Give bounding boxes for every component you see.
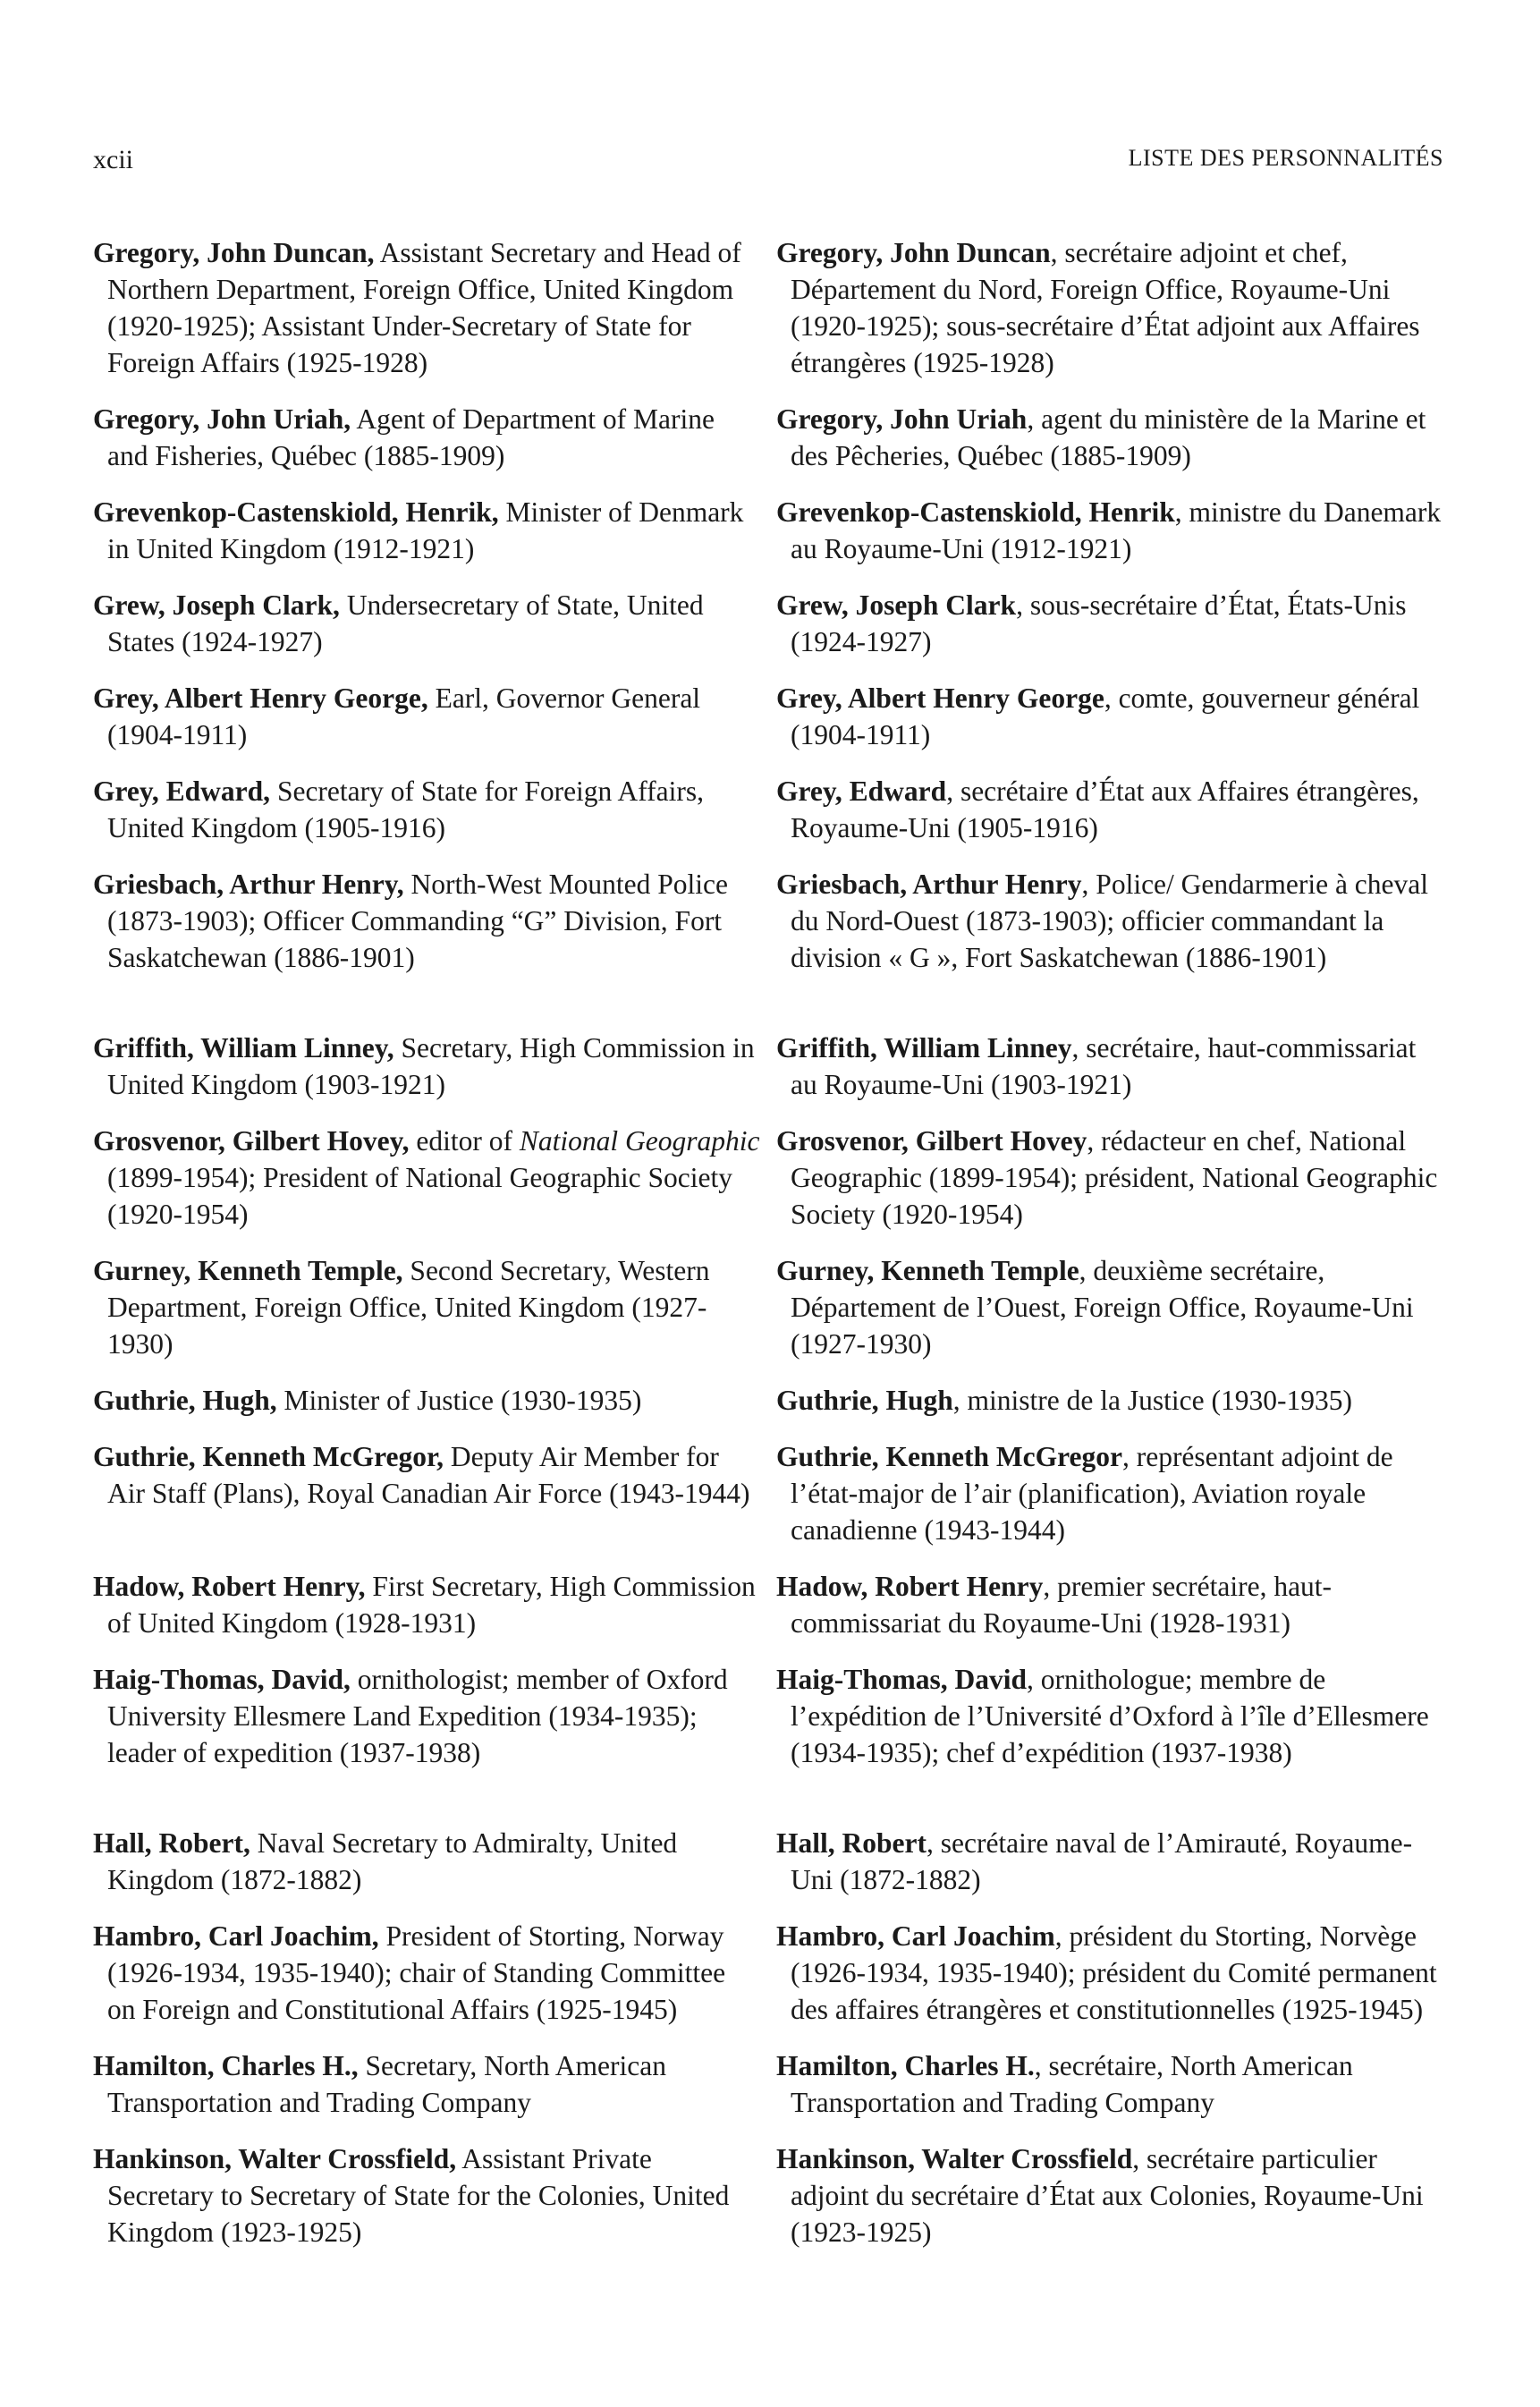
entry-name: Grevenkop-Castenskiold, Henrik, [93, 496, 499, 528]
entry-name: Griffith, William Linney, [93, 1032, 394, 1064]
entry-description: North-West Mounted Police (1873-1903); Officer Commanding “G” Division, Fort Saskatchewan (1886-1901) [107, 869, 728, 973]
entry-name: Hall, Robert [776, 1827, 927, 1859]
entry-english [93, 1918, 760, 2028]
entry-description: , comte, gouverneur général (1904-1911) [791, 682, 1420, 750]
entry-row [93, 2140, 1443, 2250]
entry-name: Grosvenor, Gilbert Hovey [776, 1125, 1087, 1157]
entry-english [93, 587, 760, 660]
entry-name: Hadow, Robert Henry [776, 1571, 1044, 1602]
entry-row [93, 401, 1443, 474]
entry-description: Secretary of State for Foreign Affairs, United Kingdom (1905-1916) [107, 775, 704, 843]
entry-name: Gregory, John Duncan [776, 237, 1051, 268]
entry-english [93, 1568, 760, 1641]
entry-name: Grevenkop-Castenskiold, Henrik [776, 496, 1175, 528]
entry-name: Grey, Albert Henry George [776, 682, 1104, 714]
entry-description: Assistant Secretary and Head of Northern Department, Foreign Office, United Kingdom (1920-1925); Assistant Under-Secretary of State for Foreign Affairs (1925-1928) [107, 237, 741, 378]
entry-english [93, 1252, 760, 1362]
entry-french [776, 773, 1443, 846]
entry-name: Guthrie, Hugh, [93, 1385, 277, 1416]
entry-french [776, 1030, 1443, 1103]
entry-english [93, 494, 760, 567]
entry-description: ornithologist; member of Oxford University Ellesmere Land Expedition (1934-1935); leader of expedition (1937-1938) [107, 1664, 728, 1768]
entry-description: , secrétaire naval de l’Amirauté, Royaume-Uni (1872-1882) [791, 1827, 1413, 1895]
entry-description: Minister of Denmark in United Kingdom (1912-1921) [107, 496, 744, 564]
entry-french [776, 1123, 1443, 1233]
entry-french [776, 401, 1443, 474]
entry-description: , ministre du Danemark au Royaume-Uni (1912-1921) [791, 496, 1442, 564]
entry-name: Haig-Thomas, David [776, 1664, 1028, 1695]
entry-row [93, 234, 1443, 381]
entry-description: Earl, Governor General (1904-1911) [107, 682, 701, 750]
entry-name: Hall, Robert, [93, 1827, 250, 1859]
entry-french [776, 1438, 1443, 1548]
entry-english [93, 1123, 760, 1233]
entry-description: President of Storting, Norway (1926-1934, 1935-1940); chair of Standing Committee on Foreign and Constitutional Affairs (1925-1945) [107, 1920, 726, 2025]
entry-row [93, 773, 1443, 846]
entry-french [776, 866, 1443, 976]
entry-description: , ornithologue; membre de l’expédition de l’Université d’Oxford à l’île d’Ellesmere (1934-1935); chef d’expédition (1937-1938) [791, 1664, 1429, 1768]
entry-english [93, 1661, 760, 1771]
entry-name: Hambro, Carl Joachim [776, 1920, 1055, 1952]
entry-name: Grew, Joseph Clark [776, 589, 1017, 621]
entry-description: Secretary, North American Transportation and Trading Company [107, 2050, 666, 2118]
entry-row [93, 680, 1443, 753]
entry-description: Secretary, High Commission in United Kingdom (1903-1921) [107, 1032, 755, 1100]
entry-name: Griesbach, Arthur Henry [776, 869, 1082, 900]
entry-row [93, 1661, 1443, 1771]
entry-english [93, 1825, 760, 1898]
entry-name: Grew, Joseph Clark, [93, 589, 340, 621]
entry-name: Hadow, Robert Henry, [93, 1571, 366, 1602]
entry-row [93, 866, 1443, 976]
entry-description: , deuxième secrétaire, Département de l’Ouest, Foreign Office, Royaume-Uni (1927-1930) [791, 1255, 1414, 1360]
entry-english [93, 773, 760, 846]
entry-english [93, 1438, 760, 1548]
entry-description: First Secretary, High Commission of United Kingdom (1928-1931) [107, 1571, 756, 1639]
entry-name: Griesbach, Arthur Henry, [93, 869, 404, 900]
entry-description: Deputy Air Member for Air Staff (Plans), Royal Canadian Air Force (1943-1944) [107, 1441, 750, 1509]
entry-description: , secrétaire d’État aux Affaires étrangères, Royaume-Uni (1905-1916) [791, 775, 1419, 843]
entry-description: Assistant Private Secretary to Secretary of State for the Colonies, United Kingdom (1923-1925) [107, 2143, 730, 2248]
entry-english [93, 1030, 760, 1103]
entry-french [776, 494, 1443, 567]
entry-french [776, 1252, 1443, 1362]
entry-row [93, 1382, 1443, 1419]
entry-description: , secrétaire adjoint et chef, Département du Nord, Foreign Office, Royaume-Uni (1920-1925); sous-secrétaire d’État adjoint aux Affaires étrangères (1925-1928) [791, 237, 1420, 378]
entry-italic-title: National Geographic [519, 1125, 760, 1157]
entry-description: , agent du ministère de la Marine et des Pêcheries, Québec (1885-1909) [791, 403, 1426, 471]
entry-row [93, 1825, 1443, 1898]
page-header [93, 145, 1443, 184]
entry-description: , rédacteur en chef, National Geographic (1899-1954); président, National Geographic Society (1920-1954) [791, 1125, 1438, 1230]
entry-french [776, 234, 1443, 381]
entry-description: , premier secrétaire, haut-commissariat du Royaume-Uni (1928-1931) [791, 1571, 1333, 1639]
entry-row [93, 494, 1443, 567]
entry-row [93, 1123, 1443, 1233]
entry-name: Guthrie, Kenneth McGregor, [93, 1441, 444, 1472]
entry-list [93, 234, 1443, 2270]
entry-description: , sous-secrétaire d’État, États-Unis (1924-1927) [791, 589, 1407, 657]
entry-french [776, 2140, 1443, 2250]
entry-row [93, 1438, 1443, 1548]
entry-name: Haig-Thomas, David, [93, 1664, 351, 1695]
entry-name: Hamilton, Charles H. [776, 2050, 1035, 2081]
entry-row [93, 1918, 1443, 2028]
entry-description-continued: (1899-1954); President of National Geographic Society (1920-1954) [107, 1162, 732, 1230]
entry-french [776, 1918, 1443, 2028]
entry-description: Undersecretary of State, United States (1924-1927) [107, 589, 704, 657]
entry-name: Grosvenor, Gilbert Hovey, [93, 1125, 410, 1157]
entry-name: Gurney, Kenneth Temple, [93, 1255, 403, 1286]
entry-english [93, 234, 760, 381]
entry-description: editor of [409, 1125, 520, 1157]
entry-french [776, 2047, 1443, 2121]
entry-description: , Police/ Gendarmerie à cheval du Nord-Ouest (1873-1903); officier commandant la division « G », Fort Saskatchewan (1886-1901) [791, 869, 1428, 973]
entry-french [776, 680, 1443, 753]
entry-english [93, 680, 760, 753]
entry-english [93, 866, 760, 976]
entry-english [93, 2047, 760, 2121]
entry-name: Grey, Edward, [93, 775, 271, 807]
entry-name: Gregory, John Uriah, [93, 403, 351, 435]
entry-name: Gregory, John Duncan, [93, 237, 375, 268]
entry-row [93, 587, 1443, 660]
entry-name: Gregory, John Uriah [776, 403, 1028, 435]
page-number: xcii [93, 145, 133, 174]
entry-name: Guthrie, Hugh [776, 1385, 953, 1416]
entry-row [93, 2047, 1443, 2121]
entry-row [93, 1568, 1443, 1641]
entry-name: Hankinson, Walter Crossfield [776, 2143, 1133, 2174]
entry-row [93, 1252, 1443, 1362]
entry-french [776, 1825, 1443, 1898]
entry-description: Naval Secretary to Admiralty, United Kingdom (1872-1882) [107, 1827, 678, 1895]
entry-name: Grey, Edward [776, 775, 947, 807]
entry-description: Minister of Justice (1930-1935) [276, 1385, 642, 1416]
entry-french [776, 587, 1443, 660]
entry-description: Agent of Department of Marine and Fisheries, Québec (1885-1909) [107, 403, 715, 471]
entry-name: Gurney, Kenneth Temple [776, 1255, 1079, 1286]
running-title: LISTE DES PERSONNALITÉS [1128, 145, 1443, 171]
entry-name: Grey, Albert Henry George, [93, 682, 428, 714]
entry-description: , ministre de la Justice (1930-1935) [952, 1385, 1352, 1416]
entry-english [93, 2140, 760, 2250]
entry-name: Hankinson, Walter Crossfield, [93, 2143, 457, 2174]
entry-description: , représentant adjoint de l’état-major de l’air (planification), Aviation royale canadienne (1943-1944) [791, 1441, 1393, 1546]
entry-name: Griffith, William Linney [776, 1032, 1072, 1064]
entry-english [93, 401, 760, 474]
entry-name: Hambro, Carl Joachim, [93, 1920, 379, 1952]
entry-description: Second Secretary, Western Department, Foreign Office, United Kingdom (1927-1930) [107, 1255, 710, 1360]
entry-row [93, 1030, 1443, 1103]
entry-description: , secrétaire particulier adjoint du secrétaire d’État aux Colonies, Royaume-Uni (1923-1925) [791, 2143, 1424, 2248]
entry-english [93, 1382, 760, 1419]
entry-french [776, 1382, 1443, 1419]
entry-name: Guthrie, Kenneth McGregor [776, 1441, 1122, 1472]
entry-french [776, 1661, 1443, 1771]
entry-name: Hamilton, Charles H., [93, 2050, 359, 2081]
entry-description: , secrétaire, North American Transportation and Trading Company [791, 2050, 1353, 2118]
entry-french [776, 1568, 1443, 1641]
entry-description: , président du Storting, Norvège (1926-1934, 1935-1940); président du Comité permanent des affaires étrangères et constitutionnelles (1925-1945) [791, 1920, 1437, 2025]
entry-description: , secrétaire, haut-commissariat au Royaume-Uni (1903-1921) [791, 1032, 1417, 1100]
